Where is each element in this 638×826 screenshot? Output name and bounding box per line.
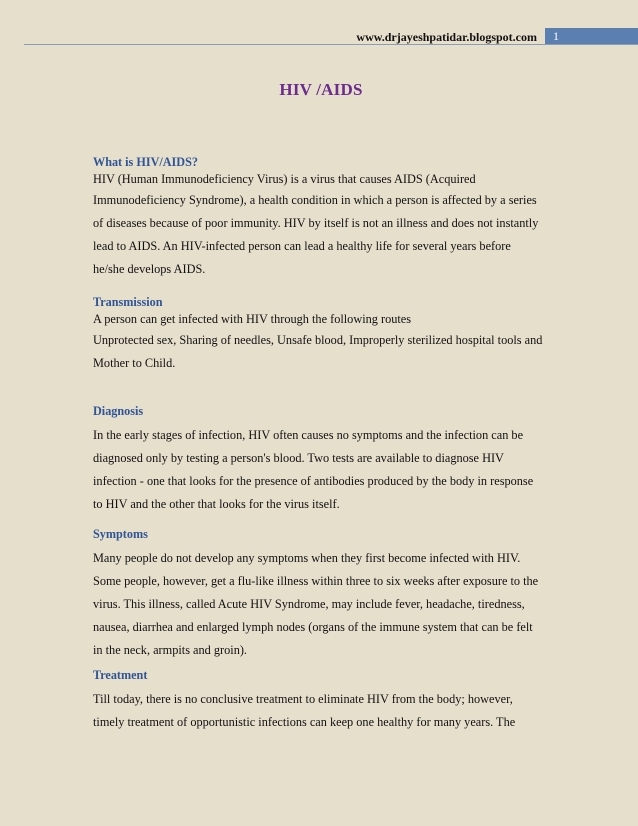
section-heading-transmission: Transmission [93, 295, 163, 309]
text-line: Till today, there is no conclusive treatment to eliminate HIV from the body; however, [93, 692, 513, 706]
text-line: to HIV and the other that looks for the virus itself. [93, 497, 340, 511]
header-divider [24, 44, 638, 45]
text-line: diagnosed only by testing a person's blood. Two tests are available to diagnose HIV [93, 451, 504, 465]
page-number: 1 [553, 29, 559, 43]
text-line: A person can get infected with HIV through the following routes [93, 312, 412, 326]
document-title-text: HIV /AIDS [279, 80, 363, 99]
section-what-is-hiv [93, 155, 538, 281]
section-paragraph [93, 424, 533, 516]
text-line: HIV (Human Immunodeficiency Virus) is a virus that causes AIDS (Acquired [93, 172, 476, 186]
section-paragraph [93, 547, 538, 662]
page-number-box [545, 28, 638, 44]
text-line: infection - one that looks for the presence of antibodies produced by the body in response [93, 474, 534, 488]
section-diagnosis [93, 402, 533, 516]
text-line: nausea, diarrhea and enlarged lymph nodes (organs of the immune system that can be felt [93, 620, 533, 634]
header-site-url: www.drjayeshpatidar.blogspot.com [356, 30, 537, 44]
text-line: Immunodeficiency Syndrome), a health condition in which a person is affected by a series [93, 193, 537, 207]
text-line: In the early stages of infection, HIV often causes no symptoms and the infection can be [93, 428, 524, 442]
text-line: timely treatment of opportunistic infections can keep one healthy for many years. The [93, 715, 516, 729]
text-line: virus. This illness, called Acute HIV Syndrome, may include fever, headache, tiredness, [93, 597, 525, 611]
section-treatment [93, 666, 515, 734]
section-symptoms [93, 525, 538, 662]
section-paragraph [93, 310, 542, 375]
text-line: Many people do not develop any symptoms when they first become infected with HIV. [93, 551, 521, 565]
section-paragraph [93, 170, 538, 281]
section-heading-diagnosis: Diagnosis [93, 404, 144, 418]
document-title [0, 80, 638, 100]
text-line: Unprotected sex, Sharing of needles, Unsafe blood, Improperly sterilized hospital tools and [93, 333, 543, 347]
text-line: of diseases because of poor immunity. HIV by itself is not an illness and does not instantly [93, 216, 539, 230]
section-paragraph [93, 688, 515, 734]
section-heading-what-is-hiv: What is HIV/AIDS? [93, 155, 198, 169]
text-line: in the neck, armpits and groin). [93, 643, 248, 657]
text-line: Mother to Child. [93, 356, 176, 370]
section-transmission [93, 295, 542, 375]
text-line: he/she develops AIDS. [93, 262, 206, 276]
text-line: Some people, however, get a flu-like illness within three to six weeks after exposure to the [93, 574, 539, 588]
section-heading-treatment: Treatment [93, 668, 148, 682]
text-line: lead to AIDS. An HIV-infected person can lead a healthy life for several years before [93, 239, 511, 253]
section-heading-symptoms: Symptoms [93, 527, 148, 541]
